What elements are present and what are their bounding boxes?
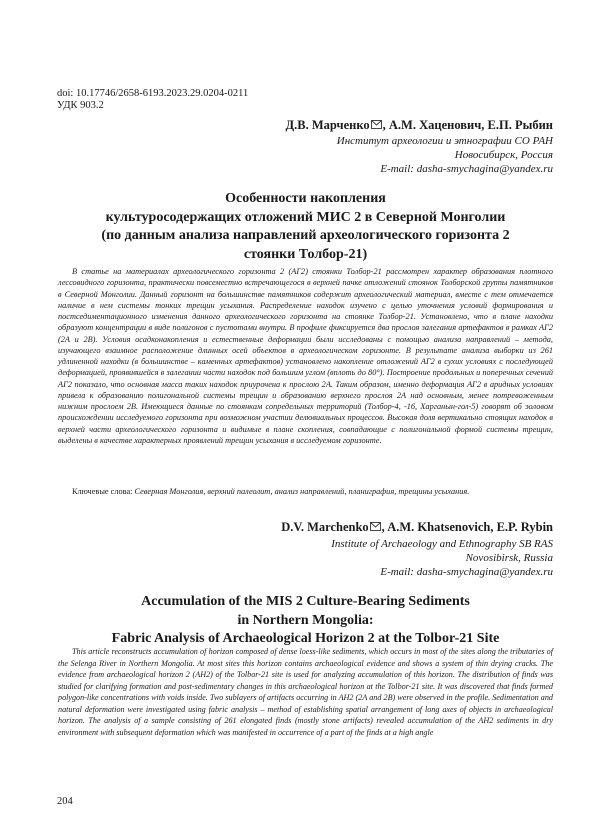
title-ru-line: Особенности накопления <box>225 191 386 206</box>
title-en-line: Fabric Analysis of Archaeological Horizon 2 at the Tolbor-21 Site <box>111 631 500 646</box>
keywords-label: Ключевые слова: <box>72 487 135 496</box>
email-ru[interactable]: E-mail: dasha-smychagina@yandex.ru <box>380 163 553 175</box>
author-ru-1: Д.В. Марченко <box>285 118 370 132</box>
abstract-ru <box>58 266 553 446</box>
udk: УДК 903.2 <box>57 100 104 111</box>
keywords-ru <box>58 486 553 497</box>
title-en <box>58 593 553 649</box>
city-en: Novosibirsk, Russia <box>465 552 553 564</box>
article-meta <box>57 88 248 112</box>
title-ru-line: (по данным анализа направлений археологического горизонта 2 <box>101 228 510 243</box>
envelope-icon[interactable] <box>370 522 381 534</box>
doi[interactable]: doi: 10.17746/2658-6193.2023.29.0204-0211 <box>57 88 249 99</box>
title-ru-line: стоянки Толбор-21) <box>243 246 368 262</box>
institution-ru: Институт археологии и этнографии СО РАН <box>336 135 553 147</box>
email-en[interactable]: E-mail: dasha-smychagina@yandex.ru <box>380 566 553 578</box>
abstract-en-text: This article reconstructs accumulation of horizon composed of dense loess-like sediments, which occurs in most of the sites along the tributaries of the Selenga River in Northern Mongolia. At most sites this horizon contains archaeological evidence and shows a system of thin drying cracks. The evidence from archaeological horizon 2 (AH2) of the Tolbor-21 site is used for analyzing accumulation of this horizon. The distribution of finds was studied for clarifying formation and post-sedimentary changes in this archaeological horizon at the Tolbor-21 site. It was discovered that finds formed polygon-like concentrations with voids inside. Two sublayers of artifacts occurring in AH2 (2A and 2B) were observed in the profile. Sedimentation and natural deformation were investigated using fabric analysis – method of establishing spatial arrangement of long axes of objects in archaeological horizon. The analysis of a sample consisting of 261 elongated finds (mostly stone artifacts) revealed accumulation of the AH2 sediments in dry environment with subsequent deformation which was manifested in occurrence of a part of the finds at a high angle <box>58 647 553 737</box>
affiliation-ru <box>337 134 553 176</box>
abstract-en <box>58 646 553 738</box>
title-en-line: in Northern Mongolia: <box>237 612 374 628</box>
abstract-ru-text: В статье на материалах археологического горизонта 2 (АГ2) стоянки Толбор-21 рассмотрен характер образования плотного лессовидного горизонта, практически повсеместно встречающегося в верхней пачке отложений стоянок Толборской группы памятников в Северной Монголии. Данный горизонт на большинстве памятников содержит археологический материал, вместе с тем отмечается наличие в нем системы тонких трещин усыхания. Распределение находок изучено с целью уточнения условий формирования и постседиментационного изменения данного археологического горизонта на стоянке Толбор-21. Установлено, что в плане находки образуют концентрации в виде полигонов с пустотами внутри. В профиле фиксируется два прослоя залегания артефактов в рамках АГ2 (2А и 2В). Условия осадконакопления и естественные деформации были исследованы с помощью анализа направлений – метода, изучающего взаимное расположение длинных осей объектов в археологическом горизонте. В результате анализа выборки из 261 удлиненной находки (в большинстве – каменных артефактов) установлено накопление отложений АГ2 в сухих условиях с последующей деформацией, проявившейся в залегании части находок под большим углом (вплоть до 80°). Построение продольных и поперечных сечений АГ2 показало, что основная масса таких находок приурочена к прослою 2А. Таким образом, именно деформация АГ2 в аридных условиях привела к образованию полигональной системы трещин и образованию верхнего прослоя 2А над основным, менее потревоженным нижним прослоем 2В. Имеющиеся данные по стоянкам сопредельных территорий (Толбор-4, -16, Харганын-гол-5) говорят об эоловом происхождении исследуемого горизонта при возможном участии делювиальных процессов. Высокая доля вертикально стоящих находок в верхней части археологического горизонта и видимые в плане скопления, совпадающие с полигональной формой системы трещин, выделены в качестве характерных проявлений трещин усыхания в исследуемом горизонте. <box>58 267 553 445</box>
title-ru-line: культуросодержащих отложений МИС 2 в Северной Монголии <box>105 209 506 225</box>
page-number: 204 <box>57 796 73 807</box>
authors-en-rest: , A.M. Khatsenovich, E.P. Rybin <box>381 520 553 534</box>
city-ru: Новосибирск, Россия <box>454 149 553 161</box>
title-en-line: Accumulation of the MIS 2 Culture-Bearing Sediments <box>141 594 470 609</box>
keywords-value: Северная Монголия, верхний палеолит, анализ направлений, планиграфия, трещины усыхания. <box>134 487 470 496</box>
authors-ru-rest: , А.М. Хаценович, Е.П. Рыбин <box>382 118 553 132</box>
envelope-icon[interactable] <box>371 120 382 132</box>
author-en-1: D.V. Marchenko <box>281 520 369 534</box>
affiliation-en <box>331 537 553 579</box>
title-ru <box>58 190 553 264</box>
institution-en: Institute of Archaeology and Ethnography SB RAS <box>331 538 553 550</box>
authors-ru <box>286 118 553 133</box>
authors-en <box>281 520 553 535</box>
